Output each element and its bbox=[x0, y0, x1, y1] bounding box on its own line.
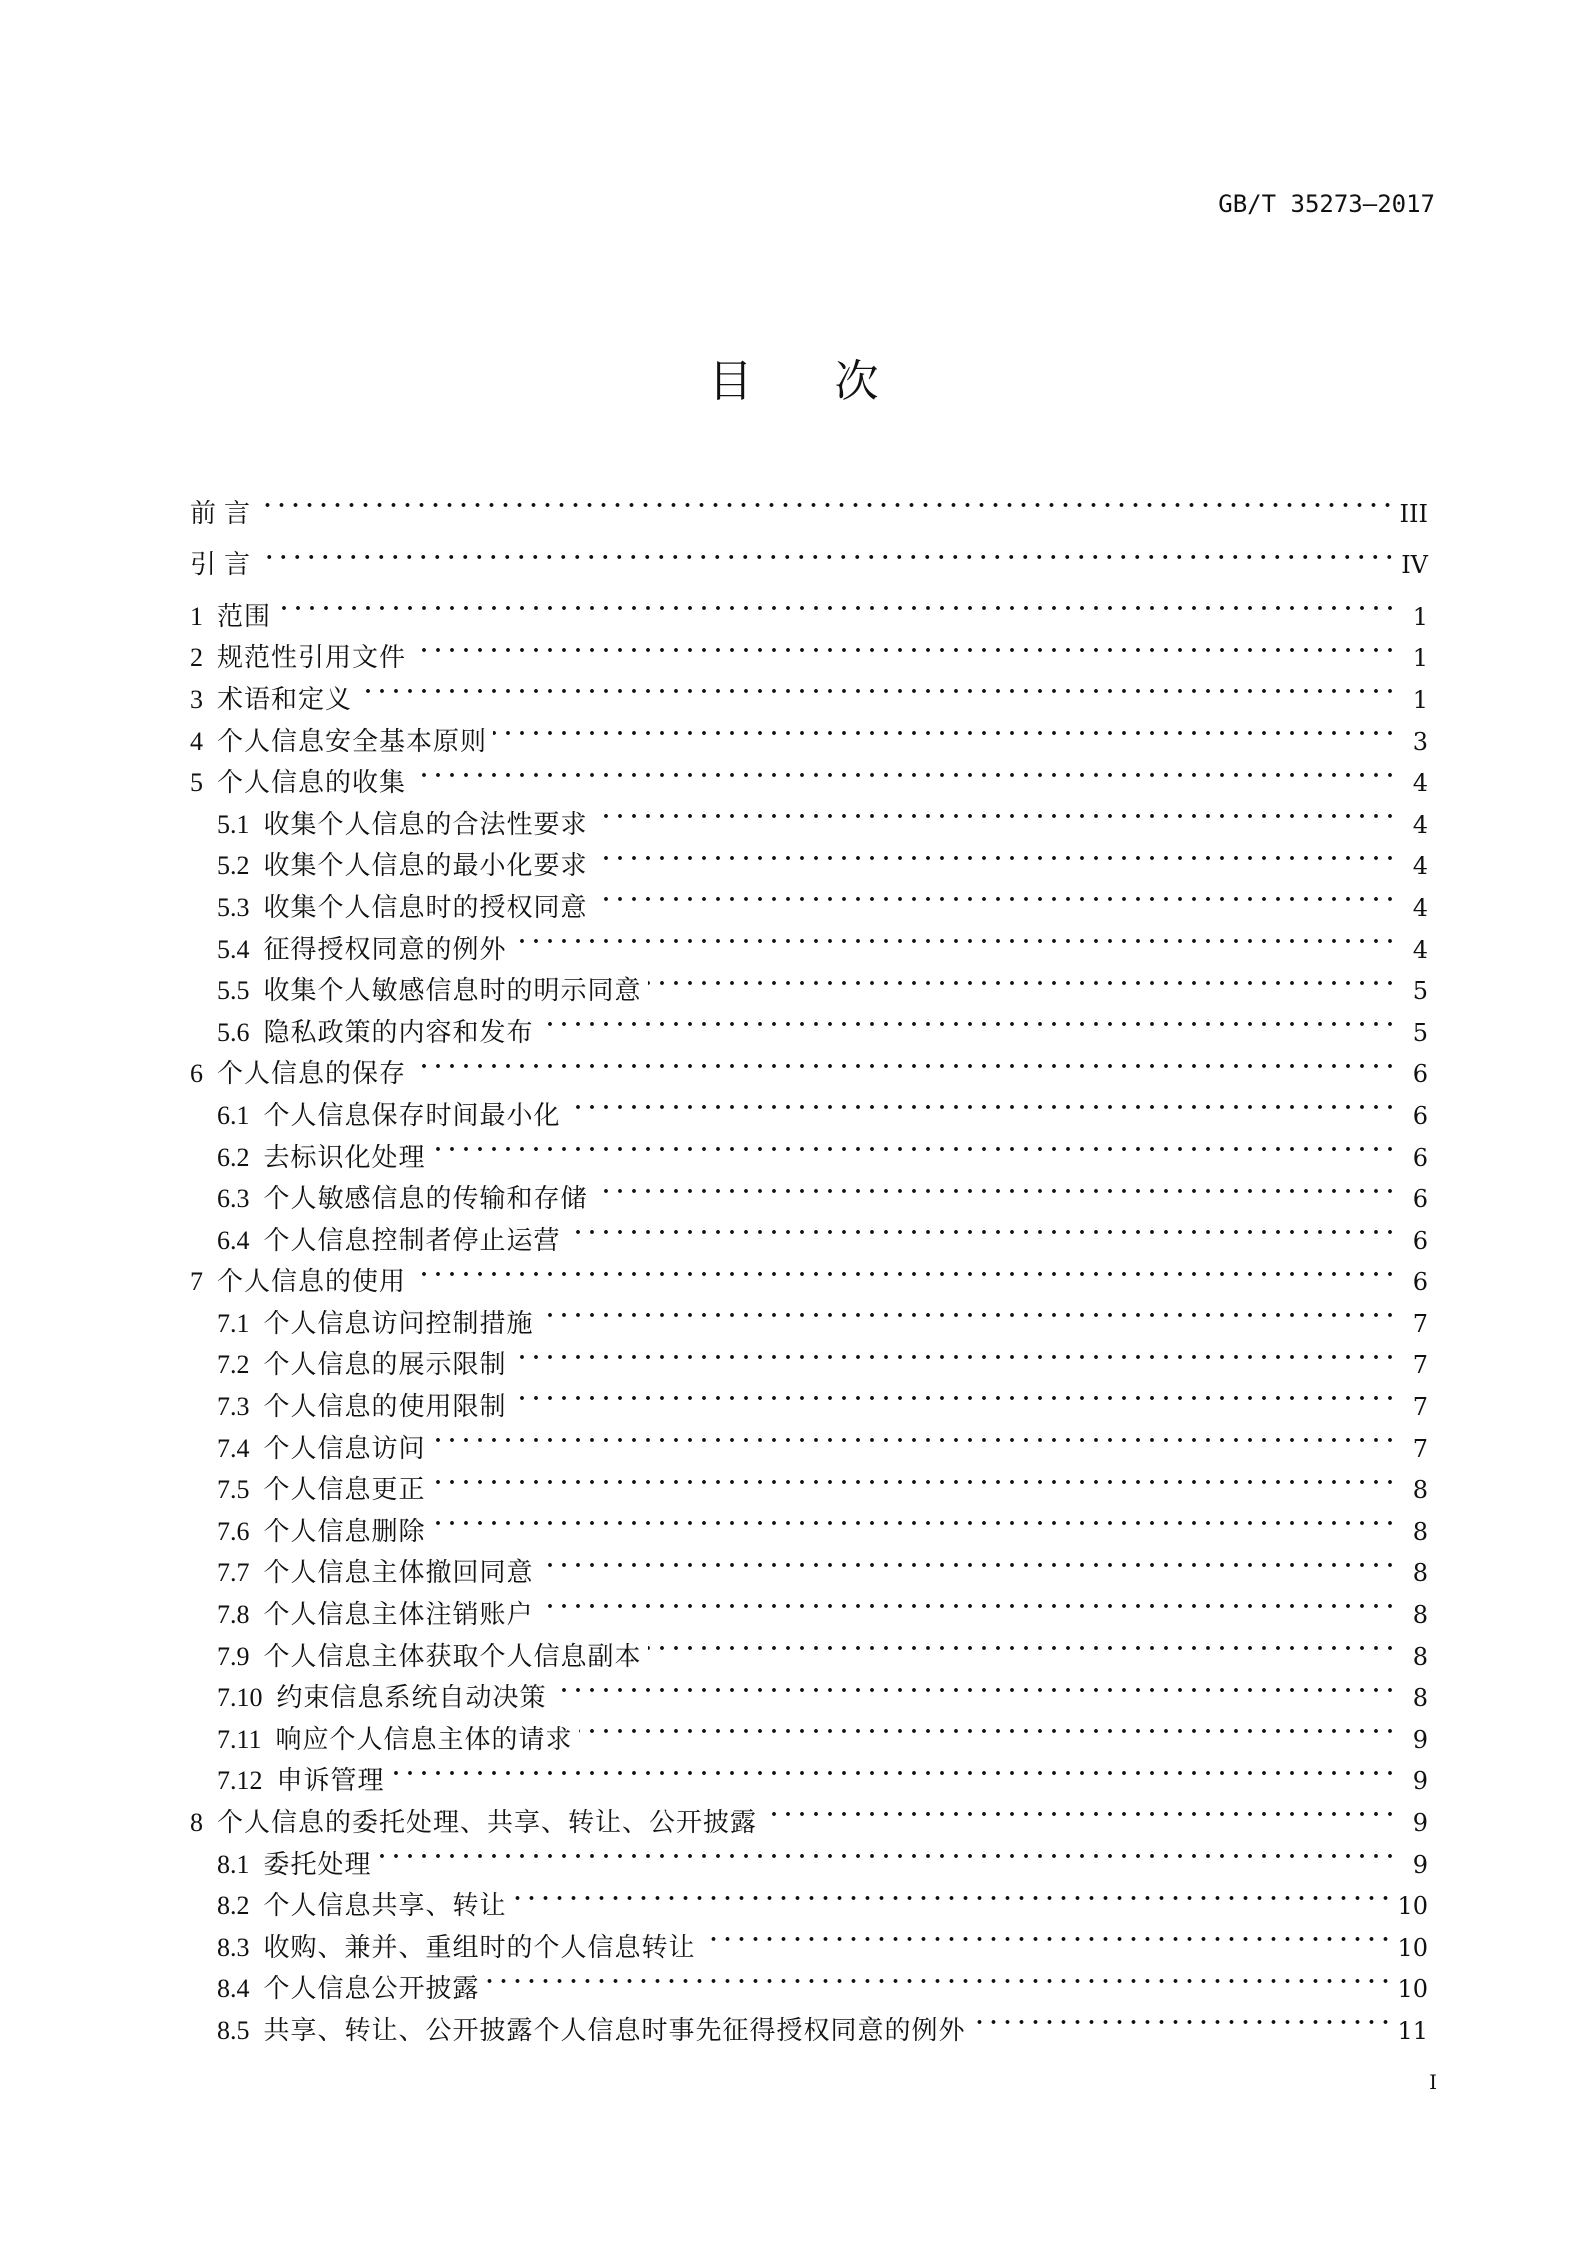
toc-entry[interactable] bbox=[190, 1124, 1428, 1172]
dot-leader bbox=[264, 480, 1392, 522]
toc-entry-number: 8 bbox=[190, 1808, 203, 1837]
toc-entry-label: 个人信息主体获取个人信息副本 bbox=[263, 1641, 642, 1671]
toc-entry[interactable] bbox=[190, 1748, 1428, 1796]
toc-entry-number: 6.2 bbox=[217, 1142, 250, 1172]
toc-entry-page: 10 bbox=[1397, 1933, 1428, 1962]
toc-entry[interactable] bbox=[190, 1498, 1428, 1546]
toc-entry-number: 8.5 bbox=[217, 2015, 250, 2045]
toc-entry[interactable] bbox=[190, 708, 1428, 756]
table-of-contents bbox=[190, 480, 1428, 2045]
toc-entry-label: 去标识化处理 bbox=[263, 1142, 426, 1172]
toc-entry[interactable] bbox=[190, 1041, 1428, 1089]
dot-leader bbox=[391, 1748, 1394, 1790]
toc-entry-number: 7.4 bbox=[217, 1433, 250, 1463]
toc-entry-number: 6.3 bbox=[217, 1184, 250, 1214]
toc-entry-number: 5.4 bbox=[217, 934, 250, 964]
toc-entry-number: 5 bbox=[190, 768, 203, 798]
dot-leader bbox=[648, 1623, 1394, 1665]
dot-leader bbox=[432, 1415, 1394, 1457]
toc-entry-number: 7.6 bbox=[217, 1516, 250, 1546]
toc-entry-number: 1 bbox=[190, 601, 203, 631]
toc-entry-number: 3 bbox=[190, 684, 203, 714]
toc-entry-page: 4 bbox=[1412, 769, 1428, 798]
dot-leader bbox=[513, 1873, 1390, 1915]
toc-entry-label: 个人信息的使用限制 bbox=[263, 1392, 507, 1422]
toc-entry[interactable] bbox=[190, 1207, 1428, 1255]
toc-entry-label: 个人信息的委托处理、共享、转让、公开披露 bbox=[217, 1808, 758, 1837]
toc-entry-page: 7 bbox=[1412, 1434, 1428, 1463]
toc-entry-label: 个人信息访问控制措施 bbox=[263, 1308, 534, 1338]
toc-entry-page: 10 bbox=[1397, 1975, 1428, 2004]
dot-leader bbox=[513, 1373, 1394, 1415]
toc-entry-label: 收集个人信息的最小化要求 bbox=[263, 851, 588, 881]
dot-leader bbox=[763, 1789, 1394, 1831]
toc-entry-number: 4 bbox=[190, 726, 203, 756]
dot-leader bbox=[567, 1082, 1394, 1124]
toc-entry-number: 7.9 bbox=[217, 1641, 250, 1671]
toc-entry-label: 共享、转让、公开披露个人信息时事先征得授权同意的例外 bbox=[263, 2015, 966, 2045]
toc-entry-label: 个人信息的展示限制 bbox=[263, 1350, 507, 1380]
toc-entry-number: 7.7 bbox=[217, 1558, 250, 1588]
toc-entry-page: 8 bbox=[1412, 1476, 1428, 1505]
toc-entry[interactable] bbox=[190, 958, 1428, 1006]
toc-entry-label: 个人信息共享、转让 bbox=[263, 1891, 507, 1921]
dot-leader bbox=[412, 625, 1394, 667]
dot-leader bbox=[432, 1457, 1394, 1499]
dot-leader bbox=[594, 833, 1394, 875]
dot-leader bbox=[277, 583, 1394, 625]
toc-entry[interactable] bbox=[190, 750, 1428, 798]
toc-entry[interactable] bbox=[190, 1665, 1428, 1713]
toc-entry-number: 8.2 bbox=[217, 1891, 250, 1921]
toc-entry-number: 6.1 bbox=[217, 1100, 250, 1130]
dot-leader bbox=[579, 1706, 1394, 1748]
toc-entry-page: 6 bbox=[1412, 1268, 1428, 1297]
dot-leader bbox=[594, 874, 1394, 916]
toc-entry-page: 8 bbox=[1412, 1559, 1428, 1588]
dot-leader bbox=[432, 1498, 1394, 1540]
toc-entry[interactable] bbox=[190, 1831, 1428, 1879]
toc-entry[interactable] bbox=[190, 1082, 1428, 1130]
toc-entry-page: 4 bbox=[1412, 893, 1428, 922]
toc-entry[interactable] bbox=[190, 1956, 1428, 2004]
toc-entry-number: 8.3 bbox=[217, 1932, 250, 1962]
title-char-1: 目 bbox=[708, 356, 753, 407]
dot-leader bbox=[594, 1166, 1394, 1208]
toc-entry[interactable] bbox=[190, 916, 1428, 964]
toc-entry-page: 9 bbox=[1412, 1850, 1428, 1879]
toc-entry-number: 6 bbox=[190, 1059, 203, 1089]
toc-entry[interactable] bbox=[190, 532, 1428, 580]
dot-leader bbox=[486, 1956, 1390, 1998]
dot-leader bbox=[513, 1332, 1394, 1374]
toc-entry-number: 6.4 bbox=[217, 1225, 250, 1255]
toc-entry-number: 7.1 bbox=[217, 1308, 250, 1338]
toc-entry[interactable] bbox=[190, 1540, 1428, 1588]
dot-leader bbox=[702, 1914, 1390, 1956]
toc-entry[interactable] bbox=[190, 583, 1428, 631]
toc-entry-label: 个人敏感信息的传输和存储 bbox=[263, 1184, 588, 1214]
toc-entry-label: 个人信息的使用 bbox=[217, 1267, 407, 1297]
toc-entry-label: 委托处理 bbox=[263, 1849, 372, 1879]
toc-entry-number: 7.2 bbox=[217, 1350, 250, 1380]
toc-entry-page: 5 bbox=[1412, 977, 1428, 1006]
toc-entry-label: 个人信息的收集 bbox=[217, 768, 407, 798]
toc-entry-label: 申诉管理 bbox=[276, 1766, 385, 1796]
toc-entry-page: 9 bbox=[1412, 1725, 1428, 1754]
dot-leader bbox=[264, 532, 1393, 574]
dot-leader bbox=[540, 1540, 1394, 1582]
toc-entry-label: 个人信息安全基本原则 bbox=[217, 726, 488, 756]
toc-entry-label: 个人信息更正 bbox=[263, 1475, 426, 1505]
toc-entry-label: 前言 bbox=[190, 498, 259, 528]
toc-entry-page: 1 bbox=[1412, 685, 1428, 714]
toc-entry[interactable] bbox=[190, 791, 1428, 839]
dot-leader bbox=[358, 666, 1394, 708]
toc-entry[interactable] bbox=[190, 625, 1428, 673]
dot-leader bbox=[412, 1041, 1394, 1083]
toc-entry[interactable] bbox=[190, 1581, 1428, 1630]
toc-entry-page: 3 bbox=[1412, 727, 1428, 756]
dot-leader bbox=[412, 1249, 1394, 1291]
toc-entry[interactable] bbox=[190, 1789, 1428, 1837]
toc-entry-number: 5.1 bbox=[217, 809, 250, 839]
toc-entry[interactable] bbox=[190, 1290, 1428, 1338]
toc-entry-number: 5.3 bbox=[217, 892, 250, 922]
toc-entry-page: 1 bbox=[1412, 644, 1428, 673]
toc-entry-number: 2 bbox=[190, 643, 203, 673]
toc-entry-page: 8 bbox=[1412, 1684, 1428, 1713]
dot-leader bbox=[553, 1665, 1394, 1707]
toc-entry-number: 8.4 bbox=[217, 1974, 250, 2004]
toc-entry-label: 个人信息控制者停止运营 bbox=[263, 1225, 561, 1255]
toc-entry-page: 4 bbox=[1412, 810, 1428, 839]
dot-leader bbox=[540, 999, 1394, 1041]
toc-entry-label: 术语和定义 bbox=[217, 684, 353, 714]
toc-entry-page: 8 bbox=[1412, 1601, 1428, 1630]
dot-leader bbox=[567, 1207, 1394, 1249]
toc-entry-page: 6 bbox=[1412, 1143, 1428, 1172]
toc-entry-number: 5.2 bbox=[217, 851, 250, 881]
toc-entry[interactable] bbox=[190, 1997, 1428, 2045]
toc-entry[interactable] bbox=[190, 999, 1428, 1047]
toc-entry-number: 7.10 bbox=[217, 1683, 263, 1713]
toc-entry-label: 响应个人信息主体的请求 bbox=[275, 1724, 573, 1754]
dot-leader bbox=[378, 1831, 1394, 1873]
toc-entry[interactable] bbox=[190, 480, 1428, 528]
toc-entry-label: 个人信息公开披露 bbox=[263, 1974, 480, 2004]
toc-entry-number: 7.5 bbox=[217, 1475, 250, 1505]
toc-entry-label: 个人信息主体注销账户 bbox=[263, 1600, 534, 1630]
toc-entry-page: 10 bbox=[1397, 1892, 1428, 1921]
toc-entry-page: 6 bbox=[1412, 1226, 1428, 1255]
toc-entry[interactable] bbox=[190, 833, 1428, 881]
toc-entry-page: 7 bbox=[1412, 1351, 1428, 1380]
toc-entry[interactable] bbox=[190, 1623, 1428, 1671]
toc-entry-label: 个人信息保存时间最小化 bbox=[263, 1100, 561, 1130]
toc-entry-page: 8 bbox=[1412, 1642, 1428, 1671]
toc-entry-page: 4 bbox=[1412, 852, 1428, 881]
toc-entry-label: 引言 bbox=[190, 550, 259, 580]
toc-entry-page: 9 bbox=[1412, 1809, 1428, 1837]
dot-leader bbox=[412, 750, 1394, 792]
toc-entry-label: 约束信息系统自动决策 bbox=[276, 1683, 547, 1713]
toc-entry[interactable] bbox=[190, 1914, 1428, 1962]
toc-entry-label: 个人信息主体撤回同意 bbox=[263, 1558, 534, 1588]
toc-entry-page: 6 bbox=[1412, 1185, 1428, 1214]
toc-entry-label: 范围 bbox=[217, 601, 272, 631]
toc-entry-page: 7 bbox=[1412, 1393, 1428, 1422]
toc-entry-label: 个人信息删除 bbox=[263, 1516, 426, 1546]
toc-entry-page: 11 bbox=[1397, 2016, 1428, 2045]
toc-entry-label: 个人信息的保存 bbox=[217, 1059, 407, 1089]
title-char-2: 次 bbox=[834, 356, 879, 407]
toc-entry-label: 收购、兼并、重组时的个人信息转让 bbox=[263, 1932, 696, 1962]
toc-entry-label: 收集个人信息的合法性要求 bbox=[263, 809, 588, 839]
toc-entry-page: 6 bbox=[1412, 1060, 1428, 1089]
toc-entry-number: 8.1 bbox=[217, 1849, 250, 1879]
dot-leader bbox=[432, 1124, 1394, 1166]
toc-entry[interactable] bbox=[190, 1415, 1428, 1463]
toc-entry-page: IV bbox=[1401, 551, 1428, 580]
toc-entry-number: 5.5 bbox=[217, 976, 250, 1006]
toc-entry-page: 6 bbox=[1412, 1101, 1428, 1130]
toc-entry[interactable] bbox=[190, 1873, 1428, 1921]
dot-leader bbox=[513, 916, 1394, 958]
toc-entry-page: 8 bbox=[1412, 1517, 1428, 1546]
toc-entry[interactable] bbox=[190, 666, 1428, 714]
toc-entry[interactable] bbox=[190, 1166, 1428, 1214]
toc-entry-page: 9 bbox=[1412, 1767, 1428, 1796]
toc-entry[interactable] bbox=[190, 874, 1428, 922]
dot-leader bbox=[648, 958, 1394, 1000]
toc-entry[interactable] bbox=[190, 1373, 1428, 1422]
dot-leader bbox=[540, 1290, 1394, 1332]
dot-leader bbox=[594, 791, 1394, 833]
toc-entry[interactable] bbox=[190, 1706, 1428, 1754]
toc-entry-label: 收集个人信息时的授权同意 bbox=[263, 892, 588, 922]
page-number: I bbox=[1429, 2070, 1437, 2094]
toc-entry[interactable] bbox=[190, 1332, 1428, 1380]
toc-entry-label: 隐私政策的内容和发布 bbox=[263, 1017, 534, 1047]
toc-entry-label: 规范性引用文件 bbox=[217, 643, 407, 673]
dot-leader bbox=[493, 708, 1394, 750]
toc-entry-page: 4 bbox=[1412, 935, 1428, 964]
toc-entry-number: 7.8 bbox=[217, 1600, 250, 1630]
toc-entry[interactable] bbox=[190, 1457, 1428, 1505]
toc-entry-label: 征得授权同意的例外 bbox=[263, 934, 507, 964]
toc-entry-number: 5.6 bbox=[217, 1017, 250, 1047]
toc-entry-page: III bbox=[1399, 499, 1428, 528]
toc-entry-page: 1 bbox=[1412, 602, 1428, 631]
toc-entry-number: 7.3 bbox=[217, 1392, 250, 1422]
toc-entry-number: 7.12 bbox=[217, 1766, 263, 1796]
dot-leader bbox=[540, 1581, 1394, 1623]
page-title bbox=[0, 345, 1587, 409]
dot-leader bbox=[972, 1997, 1390, 2039]
toc-entry-label: 收集个人敏感信息时的明示同意 bbox=[263, 976, 642, 1006]
toc-entry-page: 5 bbox=[1412, 1018, 1428, 1047]
toc-entry-page: 7 bbox=[1412, 1309, 1428, 1338]
toc-entry-number: 7 bbox=[190, 1267, 203, 1297]
toc-entry[interactable] bbox=[190, 1249, 1428, 1297]
toc-entry-number: 7.11 bbox=[217, 1724, 262, 1754]
standard-code: GB/T 35273—2017 bbox=[1218, 190, 1435, 218]
toc-entry-label: 个人信息访问 bbox=[263, 1433, 426, 1463]
